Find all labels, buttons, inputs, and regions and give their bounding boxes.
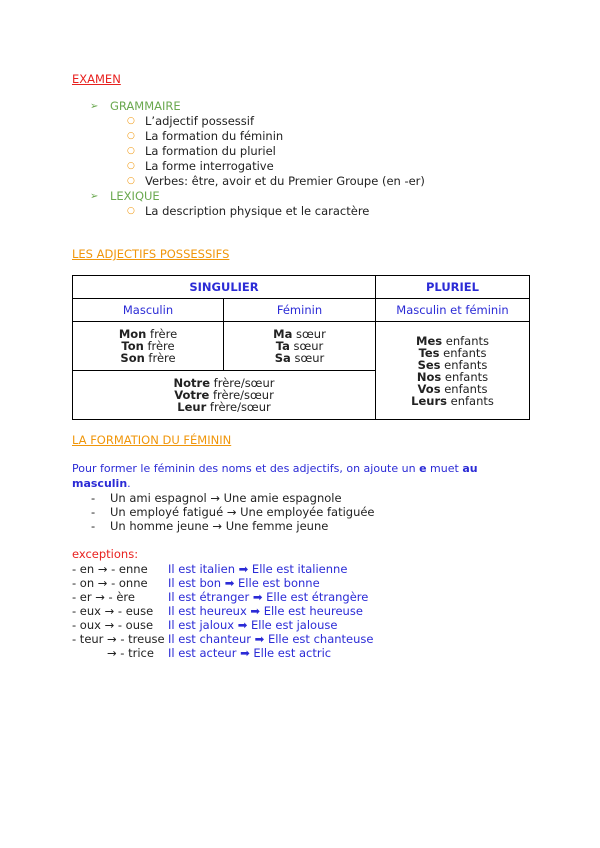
example-item: Un employé fatigué → Une employée fatiguée <box>110 505 375 519</box>
possessive-row: Sa sœur <box>274 351 325 365</box>
lexique-item: La description physique et le caractère <box>145 204 370 218</box>
possessives-title: LES ADJECTIFS POSSESSIFS <box>72 247 230 261</box>
circle-bullet-icon: ○ <box>127 116 135 126</box>
header-plural: PLURIEL <box>376 276 530 299</box>
circle-bullet-icon: ○ <box>127 131 135 141</box>
dash-bullet-icon: - <box>91 491 96 505</box>
exception-rule: - er → - ère <box>72 590 135 604</box>
exception-rule: - on → - onne <box>72 576 148 590</box>
example-item: Un homme jeune → Une femme jeune <box>110 519 329 533</box>
possessive-row: Notre frère/sœur <box>173 376 275 390</box>
dash-bullet-icon: - <box>91 519 96 533</box>
arrow-bullet-icon: ➢ <box>90 101 99 112</box>
example-item: Un ami espagnol → Une amie espagnole <box>110 491 342 505</box>
possessive-row: Mon frère <box>118 327 178 341</box>
section-label-grammaire: GRAMMAIRE <box>110 99 181 113</box>
feminine-intro-line: masculin. <box>72 477 131 490</box>
subheader-masc-fem: Masculin et féminin <box>376 299 530 322</box>
possessives-table <box>72 275 530 420</box>
circle-bullet-icon: ○ <box>127 206 135 216</box>
feminine-title: LA FORMATION DU FÉMININ <box>72 433 232 447</box>
subheader-feminin: Féminin <box>224 299 376 322</box>
exception-example: Il est chanteur ➡ Elle est chanteuse <box>168 632 374 646</box>
masculin-cell <box>73 322 224 371</box>
possessive-row: Son frère <box>120 351 176 365</box>
exception-rule: → - trice <box>107 646 154 660</box>
circle-bullet-icon: ○ <box>127 146 135 156</box>
grammar-item: La formation du pluriel <box>145 144 276 158</box>
exception-rule: - eux → - euse <box>72 604 154 618</box>
grammar-item: Verbes: être, avoir et du Premier Groupe (en -er) <box>145 174 425 188</box>
dash-bullet-icon: - <box>91 505 96 519</box>
exception-example: Il est acteur ➡ Elle est actric <box>168 646 332 660</box>
possessive-row: Leurs enfants <box>411 393 494 408</box>
grammar-item: La forme interrogative <box>145 159 274 173</box>
exception-example: Il est bon ➡ Elle est bonne <box>168 576 320 590</box>
exception-example: Il est étranger ➡ Elle est étrangère <box>168 590 369 604</box>
arrow-bullet-icon: ➢ <box>90 191 99 202</box>
exception-example: Il est italien ➡ Elle est italienne <box>168 562 348 576</box>
possessive-row: Tes enfants <box>418 345 487 360</box>
possessive-row: Mes enfants <box>416 333 489 348</box>
possessive-row: Leur frère/sœur <box>177 400 271 414</box>
exam-title: EXAMEN <box>72 72 121 86</box>
exceptions-label: exceptions: <box>72 547 139 561</box>
circle-bullet-icon: ○ <box>127 161 135 171</box>
feminine-intro-line: Pour former le féminin des noms et des adjectifs, on ajoute un e muet au <box>72 462 478 475</box>
possessive-row: Ton frère <box>121 339 175 353</box>
exception-rule: - en → - enne <box>72 562 148 576</box>
exception-rule: - oux → - ouse <box>72 618 154 632</box>
section-label-lexique: LEXIQUE <box>110 189 160 203</box>
feminin-cell <box>224 322 376 371</box>
grammar-item: L’adjectif possessif <box>145 114 255 128</box>
circle-bullet-icon: ○ <box>127 176 135 186</box>
possessive-row: Ta sœur <box>275 339 324 353</box>
shared-cell <box>73 371 376 420</box>
header-singular: SINGULIER <box>73 276 376 299</box>
possessive-row: Ma sœur <box>273 327 326 341</box>
exception-example: Il est heureux ➡ Elle est heureuse <box>168 604 363 618</box>
possessive-row: Votre frère/sœur <box>174 388 274 402</box>
grammar-item: La formation du féminin <box>145 129 284 143</box>
subheader-masculin: Masculin <box>73 299 224 322</box>
exception-example: Il est jaloux ➡ Elle est jalouse <box>168 618 338 632</box>
possessive-row: Vos enfants <box>417 381 488 396</box>
exception-rule: - teur → - treuse <box>72 632 165 646</box>
plural-cell <box>376 322 530 420</box>
possessive-row: Ses enfants <box>417 357 488 372</box>
possessive-row: Nos enfants <box>416 369 489 384</box>
